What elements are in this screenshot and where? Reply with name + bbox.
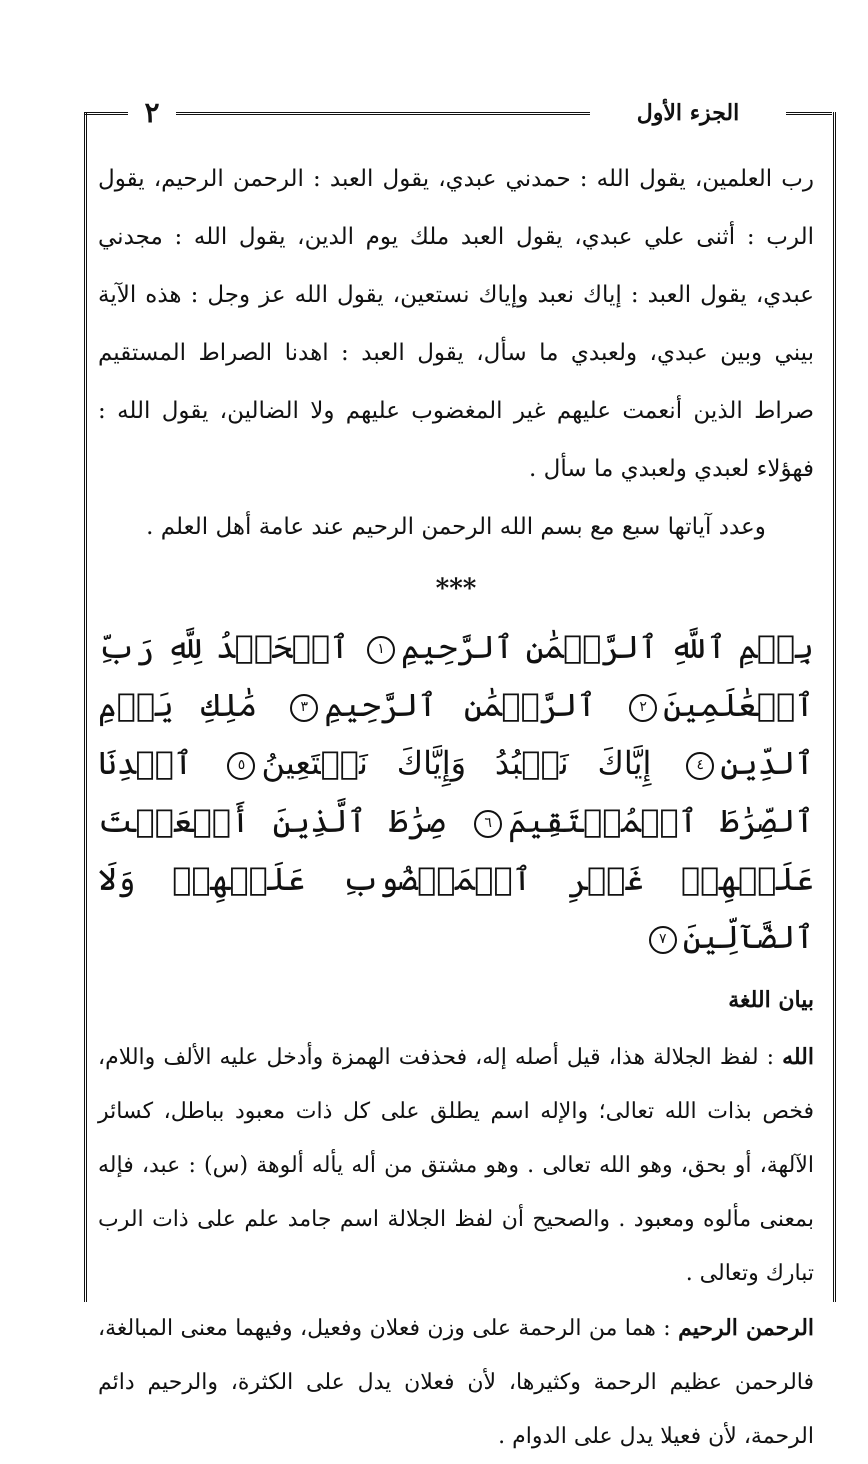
section-separator: *** [435, 574, 477, 604]
ayah-number-marker: ٤ [686, 752, 714, 780]
ayah-text: ٱلۡحَمۡدُ لِلَّهِ رَبِّ ٱلۡعَٰلَمِينَ [98, 628, 815, 724]
ayah-text: ٱلرَّحۡمَٰنِ ٱلرَّحِيمِ [324, 686, 597, 724]
ayah-text: إِيَّاكَ نَعۡبُدُ وَإِيَّاكَ نَسۡتَعِينُ [261, 744, 652, 782]
header-rule-middle [176, 112, 590, 115]
surah-fatiha-text [98, 618, 814, 966]
hadith-paragraph: رب العلمين، يقول الله : حمدني عبدي، يقول العبد : الرحمن الرحيم، يقول الرب : أثنى علي عبدي، يقول العبد ملك يوم الدين، يقول الله : مجدني عبدي، يقول العبد : إياك نعبد وإياك نستعين، يقول الله عز وجل : هذه الآية بيني وبين عبدي، ولعبدي ما سأل، يقول العبد : اهدنا الصراط المستقيم صراط الذين أنعمت عليهم غير المغضوب عليهم ولا الضالين، يقول الله : فهؤلاء لعبدي ولعبدي ما سأل . [98, 166, 814, 482]
defined-term: الله [782, 1044, 814, 1070]
verse-count-sentence: وعدد آياتها سبع مع بسم الله الرحمن الرحيم عند عامة أهل العلم . [146, 514, 766, 540]
page-number: ٢ [144, 96, 160, 129]
ayah-number-marker: ٢ [629, 694, 657, 722]
defined-term: الرحمن الرحيم [678, 1315, 815, 1341]
ayah-number-marker: ٧ [649, 926, 677, 954]
ayah-number-marker: ٦ [474, 810, 502, 838]
header-rule-right [786, 112, 832, 115]
ayah-text: ٱهۡدِنَا ٱلصِّرَٰطَ ٱلۡمُسۡتَقِيمَ [98, 744, 814, 840]
header-rule-left [84, 112, 128, 115]
ayah-number-marker: ٥ [227, 752, 255, 780]
ayah-text: صِرَٰطَ ٱلَّذِينَ أَنۡعَمۡتَ عَلَيۡهِمۡ غَيۡرِ ٱلۡمَغۡضُوبِ عَلَيۡهِمۡ وَلَا ٱلضَّآلِّينَ [98, 802, 814, 956]
definition-text: : لفظ الجلالة هذا، قيل أصله إله، فحذفت الهمزة وأدخل عليه الألف واللام، فخص بذات الله تعالى؛ والإله اسم يطلق على كل ذات معبود بباطل، كسائر الآلهة، أو بحق، وهو الله تعالى . وهو مشتق من أله يأله ألوهة (س) : عبد، فإله بمعنى مألوه ومعبود . والصحيح أن لفظ الجلالة اسم جامد علم على ذات الرب تبارك وتعالى . [98, 1045, 814, 1286]
ayah-text: بِسۡمِ ٱللَّهِ ٱلرَّحۡمَٰنِ ٱلرَّحِيمِ [401, 628, 814, 666]
definition-text: : هما من الرحمة على وزن فعلان وفعيل، وفيهما معنى المبالغة، فالرحمن عظيم الرحمة وكثيرها، لأن فعلان يدل على الكثرة، والرحيم دائم الرحمة، لأن فعيلا يدل على الدوام . [98, 1316, 814, 1449]
language-section-heading: بيان اللغة [728, 987, 814, 1013]
ayah-number-marker: ١ [367, 636, 395, 664]
definition-allah [98, 1030, 814, 1301]
page-content [98, 150, 814, 1464]
ayah-number-marker: ٣ [290, 694, 318, 722]
definition-rahman-rahim [98, 1301, 814, 1464]
ayah-text: مَٰلِكِ يَوۡمِ ٱلدِّينِ [98, 686, 815, 782]
running-head: الجزء الأول [636, 100, 740, 126]
